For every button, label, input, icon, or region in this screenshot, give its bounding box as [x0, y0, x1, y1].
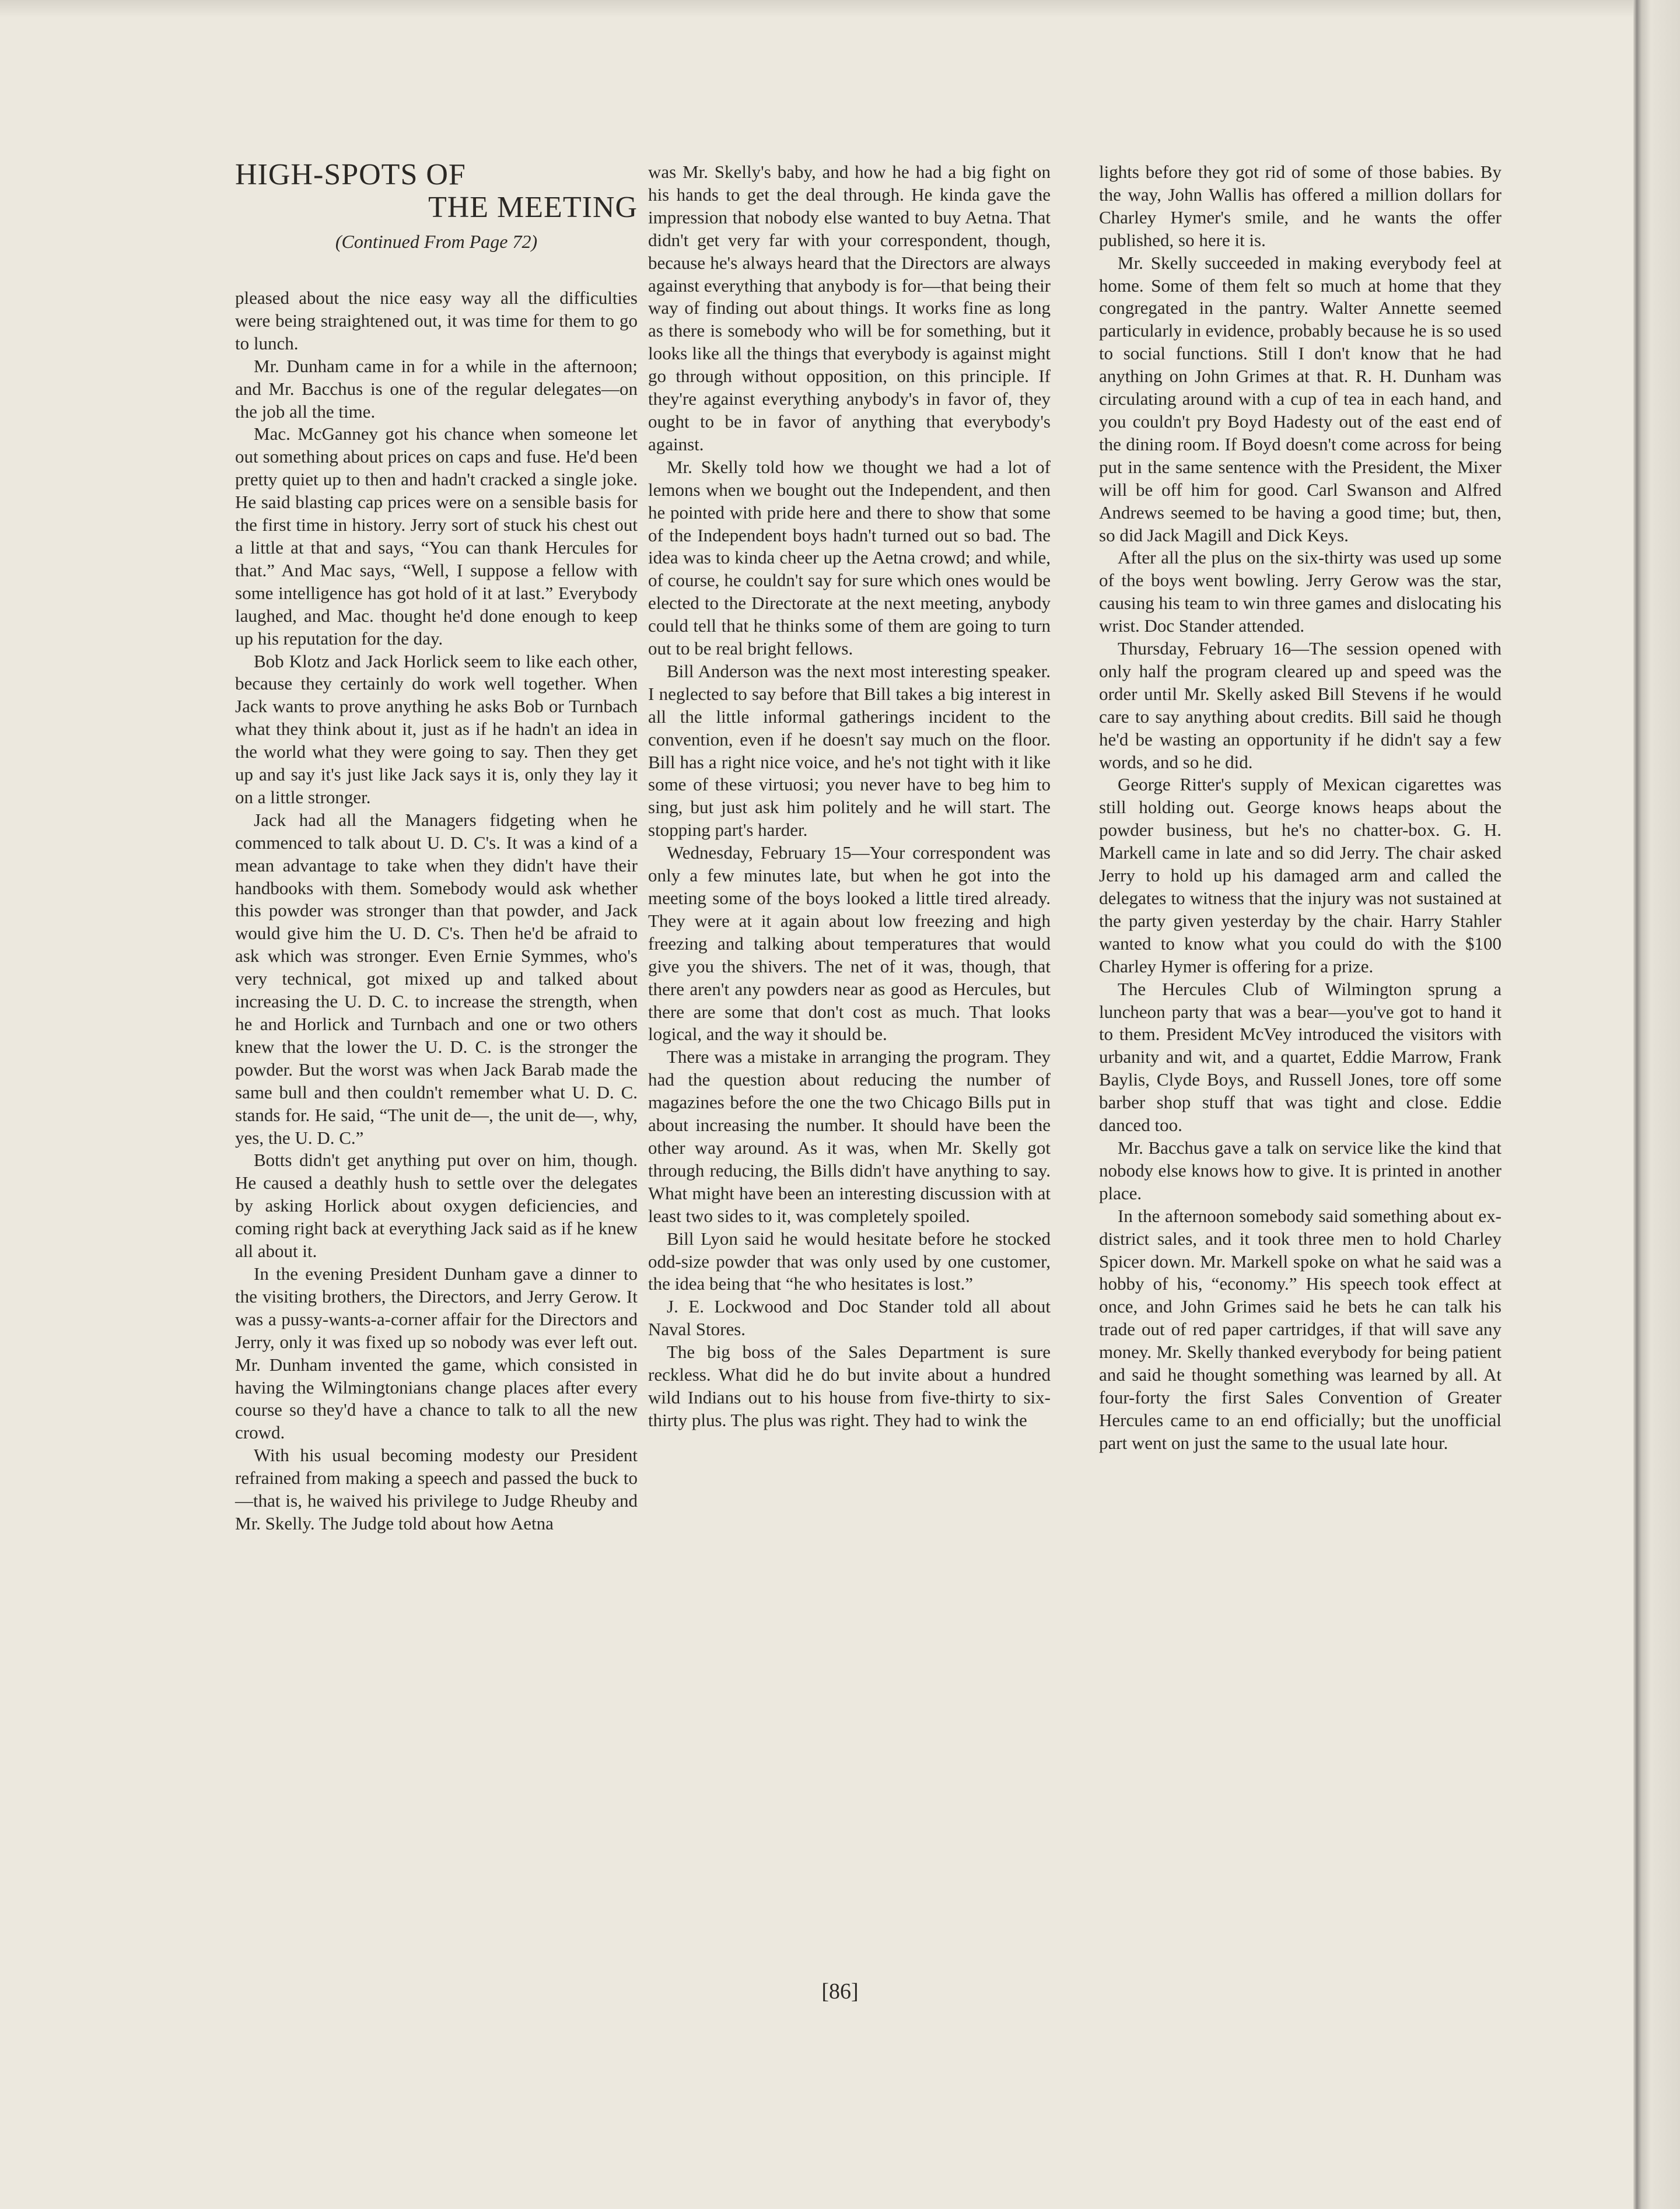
paragraph: Wednesday, February 15—Your correspondent was only a few minutes late, but when he got into the meeting some of the boys looked a little tired already. They were at it again about low freezing and high freezing and talking about temperatures that would give you the shivers. The net of it was, though, that there aren't any powders near as good as Hercules, but there are some that don't cost as much. That looks logical, and the way it should be. — [648, 842, 1051, 1045]
text-column-2 — [648, 161, 1051, 1432]
paragraph: The Hercules Club of Wilmington sprung a luncheon party that was a bear—you've got to hand it to them. President McVey introduced the visitors with urbanity and wit, and a quartet, Eddie Marrow, Frank Baylis, Clyde Boys, and Russell Jones, tore off some barber shop stuff that was tight and close. Eddie danced too. — [1099, 978, 1502, 1136]
paragraph: Bill Anderson was the next most interesting speaker. I neglected to say before that Bill takes a big interest in all the little informal gatherings incident to the convention, even if he doesn't say much on the floor. Bill has a right nice voice, and he's not tight with it like some of these virtuosi; you never have to beg him to sing, but just ask him politely and he will start. The stopping part's harder. — [648, 660, 1051, 841]
page-top-shadow — [0, 0, 1680, 17]
paragraph: Mr. Skelly succeeded in making everybody feel at home. Some of them felt so much at home that they congregated in the pantry. Walter Annette seemed particularly in evidence, probably because he is so used to social functions. Still I don't know that he had anything on John Grimes at that. R. H. Dunham was circulating around with a cup of tea in each hand, and you couldn't pry Boyd Hadesty out of the east end of the dining room. If Boyd doesn't come across for being put in the same sentence with the President, the Mixer will be off him for good. Carl Swanson and Alfred Andrews seemed to be having a good time; but, then, so did Jack Magill and Dick Keys. — [1099, 252, 1502, 545]
paragraph: In the afternoon somebody said something about ex-district sales, and it took three men to hold Charley Spicer down. Mr. Markell spoke on what he said was a hobby of his, “economy.” His speech took effect at once, and John Grimes said he bets he can talk his trade out of red paper cartridges, if that will save any money. Mr. Skelly thanked everybody for being patient and said he thought something was learned by all. At four-forty the first Sales Convention of Greater Hercules came to an end officially; but the unofficial part went on just the same to the usual late hour. — [1099, 1205, 1502, 1453]
paragraph: Mr. Dunham came in for a while in the afternoon; and Mr. Bacchus is one of the regular delegates—on the job all the time. — [235, 355, 638, 422]
paragraph: After all the plus on the six-thirty was used up some of the boys went bowling. Jerry Gerow was the star, causing his team to win three games and dislocating his wrist. Doc Stander attended. — [1099, 547, 1502, 636]
text-column-3 — [1099, 161, 1502, 1455]
article-title-line-2: THE MEETING — [428, 191, 638, 224]
paragraph: Mr. Bacchus gave a talk on service like the kind that nobody else knows how to give. It is printed in another place. — [1099, 1137, 1502, 1203]
paragraph: Bob Klotz and Jack Horlick seem to like each other, because they certainly do work well together. When Jack wants to prove anything he asks Bob or Turnbach what they think about it, just as if he hadn't an idea in the world what they were going to say. Then they get up and say it's just like Jack says it is, only they lay it on a little stronger. — [235, 650, 638, 807]
paragraph: Bill Lyon said he would hesitate before he stocked odd-size powder that was only used by one customer, the idea being that “he who hesitates is lost.” — [648, 1228, 1051, 1294]
paragraph: The big boss of the Sales Department is sure reckless. What did he do but invite about a hundred wild Indians out to his house from five-thirty to six-thirty plus. The plus was right. They had to wink the — [648, 1342, 1051, 1430]
paragraph: There was a mistake in arranging the program. They had the question about reducing the number of magazines before the one the two Chicago Bills put in about increasing the number. It should have been the other way around. As it was, when Mr. Skelly got through reducing, the Bills didn't have anything to say. What might have been an interesting discussion with at least two sides to it, was completely spoiled. — [648, 1046, 1051, 1226]
page-edge-binding — [1633, 0, 1680, 2209]
paragraph: With his usual becoming modesty our President refrained from making a speech and passed the buck to—that is, he waived his privilege to Judge Rheuby and Mr. Skelly. The Judge told about how Aetna — [235, 1445, 638, 1534]
paragraph: Thursday, February 16—The session opened with only half the program cleared up and speed was the order until Mr. Skelly asked Bill Stevens if he would care to say anything about credits. Bill said he though he'd be wasting an opportunity if he didn't say a few words, and so he did. — [1099, 638, 1502, 772]
paragraph: In the evening President Dunham gave a dinner to the visiting brothers, the Directors, and Jerry Gerow. It was a pussy-wants-a-corner affair for the Directors and Jerry, only it was fixed up so nobody was ever left out. Mr. Dunham invented the game, which consisted in having the Wilmingtonians change places after every course so they'd have a chance to talk to all the new crowd. — [235, 1263, 638, 1443]
paragraph: Mac. McGanney got his chance when someone let out something about prices on caps and fuse. He'd been pretty quiet up to then and hadn't cracked a single joke. He said blasting cap prices were on a sensible basis for the first time in history. Jerry sort of stuck his chest out a little at that and says, “You can thank Hercules for that.” And Mac says, “Well, I suppose a fellow with some intelligence has got hold of it at last.” Everybody laughed, and Mac. thought he'd done enough to keep up his reputation for the day. — [235, 423, 638, 649]
paragraph: lights before they got rid of some of those babies. By the way, John Wallis has offered a million dollars for Charley Hymer's smile, and he wants the offer published, so here it is. — [1099, 162, 1502, 250]
page-number: [86] — [821, 1979, 859, 2004]
article-title-line-1: HIGH-SPOTS OF — [235, 158, 466, 191]
paragraph: Botts didn't get anything put over on him, though. He caused a deathly hush to settle over the delegates by asking Horlick about oxygen deficiencies, and coming right back at everything Jack said as if he knew all about it. — [235, 1150, 638, 1262]
text-column-1 — [235, 287, 638, 1535]
paragraph: George Ritter's supply of Mexican cigarettes was still holding out. George knows heaps about the powder business, but he's no chatter-box. G. H. Markell came in late and so did Jerry. The chair asked Jerry to hold up his damaged arm and called the delegates to witness that the injury was not sustained at the party given yesterday by the chair. Harry Stahler wanted to know what you could do with the $100 Charley Hymer is offering for a prize. — [1099, 774, 1502, 976]
paragraph: Mr. Skelly told how we thought we had a lot of lemons when we bought out the Independent, and then he pointed with pride here and there to show that some of the Independent boys hadn't turned out so bad. The idea was to kinda cheer up the Aetna crowd; and while, of course, he couldn't say for sure which ones would be elected to the Directorate at the next meeting, anybody could tell that he thinks some of them are going to turn out to be real bright fellows. — [648, 456, 1051, 659]
paragraph: J. E. Lockwood and Doc Stander told all about Naval Stores. — [648, 1296, 1051, 1340]
article-subtitle: (Continued From Page 72) — [335, 231, 538, 252]
paragraph: Jack had all the Managers fidgeting when he commenced to talk about U. D. C's. It was a kind of a mean advantage to take when they didn't have their handbooks with them. Somebody would ask whether this powder was stronger than that powder, and Jack would give him the U. D. C's. Then he'd be afraid to ask which was stronger. Even Ernie Symmes, who's very technical, got mixed up and talked about increasing the U. D. C. to increase the strength, when he and Horlick and Turnbach and one or two others knew that the lower the U. D. C. is the stronger the powder. But the worst was when Jack Barab made the same bull and then couldn't remember what U. D. C. stands for. He said, “The unit de—, the unit de—, why, yes, the U. D. C.” — [235, 809, 638, 1148]
paragraph: was Mr. Skelly's baby, and how he had a big fight on his hands to get the deal through. He kinda gave the impression that nobody else wanted to buy Aetna. That didn't get very far with your correspondent, though, because he's always heard that the Directors are always against everything that anybody is for—that being their way of finding out about things. It works fine as long as there is somebody who will be for something, but it looks like all the things that everybody is against might go through without opposition, on this principle. If they're against everything anybody's in favor of, they ought to be in favor of anything that everybody's against. — [648, 162, 1051, 454]
paragraph: pleased about the nice easy way all the difficulties were being straightened out, it was time for them to go to lunch. — [235, 288, 638, 353]
